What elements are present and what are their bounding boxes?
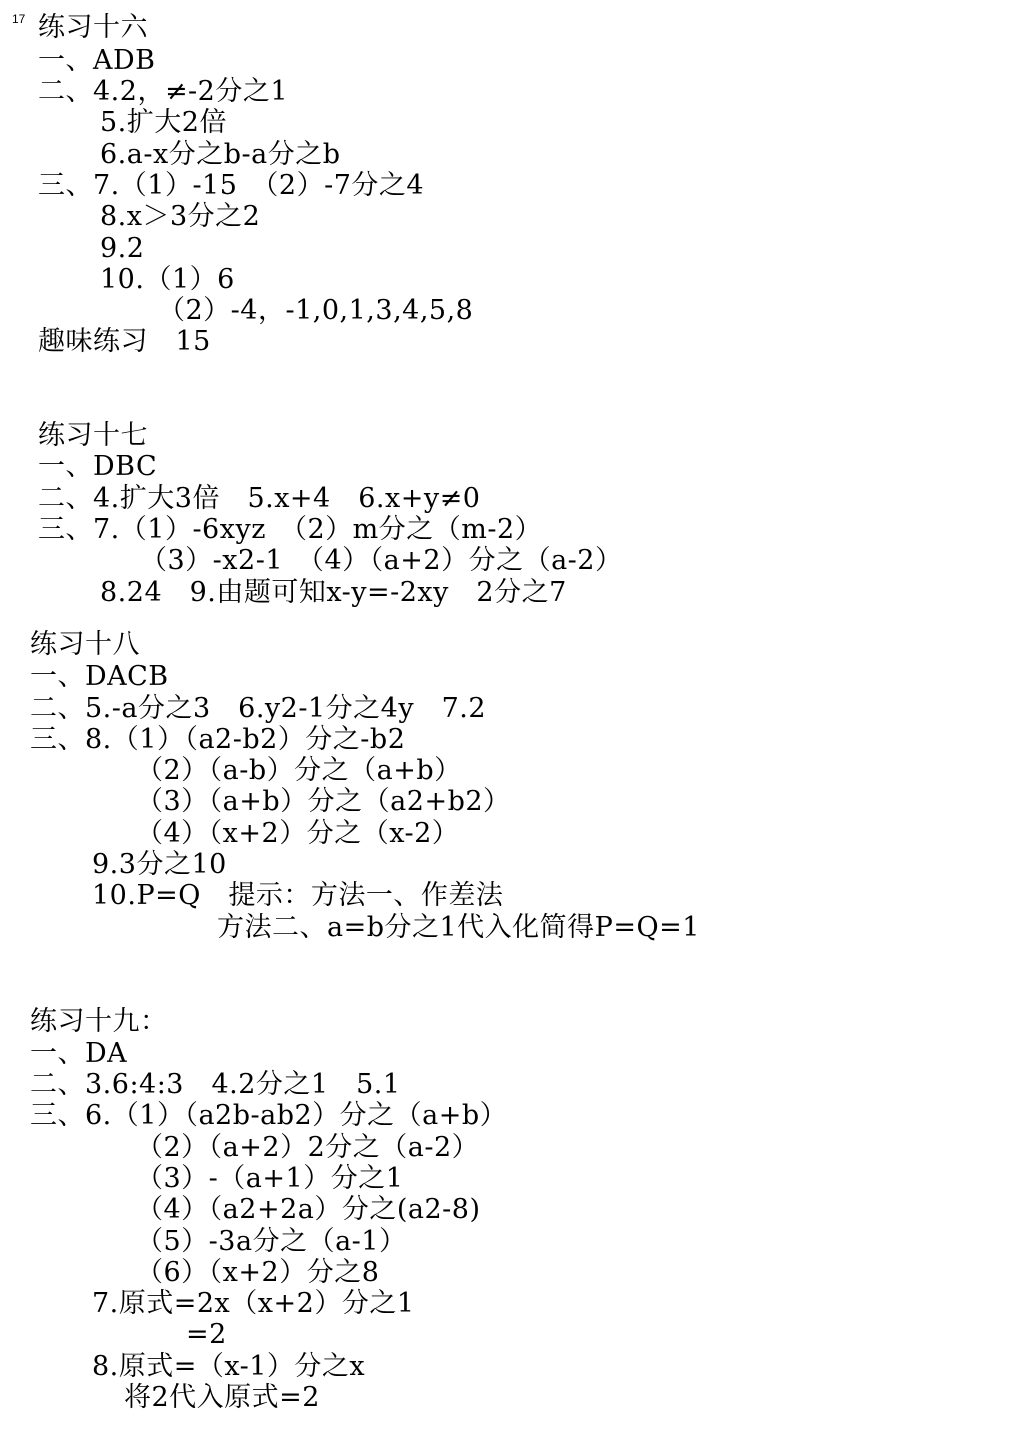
answer-line: （2）（a+2）2分之（a-2） [136,1132,480,1163]
section-title: 练习十六 [38,12,148,43]
answer-line: （3）-（a+1）分之1 [136,1163,404,1194]
answer-line: 8.原式=（x-1）分之x [92,1351,366,1382]
answer-line: （6）（x+2）分之8 [136,1257,380,1288]
answer-line: 8.x＞3分之2 [100,201,261,232]
answer-line: 8.24 9.由题可知x-y=-2xy 2分之7 [100,577,567,608]
answer-line: （3）（a+b）分之（a2+b2） [136,786,511,817]
page-number: 17 [12,12,26,26]
answer-line: 三、8.（1）（a2-b2）分之-b2 [30,724,406,755]
section-title: 练习十九： [30,1006,168,1037]
answer-line: （2）-4，-1,0,1,3,4,5,8 [158,295,474,326]
answer-line: 将2代入原式=2 [124,1382,320,1413]
answer-line: （3）-x2-1 （4）（a+2）分之（a-2） [140,545,623,576]
answer-line: （4）（a2+2a）分之(a2-8) [136,1194,481,1225]
answer-line: 9.3分之10 [92,849,227,880]
answer-line: 二、5.-a分之3 6.y2-1分之4y 7.2 [30,693,487,724]
answer-line: 三、6.（1）（a2b-ab2）分之（a+b） [30,1100,508,1131]
answer-line: （5）-3a分之（a-1） [136,1226,407,1257]
answer-line: 9.2 [100,233,145,264]
answer-line: 一、ADB [38,45,156,76]
answer-line: （2）（a-b）分之（a+b） [136,755,462,786]
answer-line: 6.a-x分之b-a分之b [100,139,341,170]
answer-line: 二、4.扩大3倍 5.x+4 6.x+y≠0 [38,483,481,514]
answer-line: =2 [186,1319,227,1350]
answer-line: 一、DA [30,1038,128,1069]
answer-line: 三、7.（1）-6xyz （2）m分之（m-2） [38,514,543,545]
section-title: 练习十八 [30,629,140,660]
answer-line: （4）（x+2）分之（x-2） [136,818,460,849]
answer-line: 7.原式=2x（x+2）分之1 [92,1288,415,1319]
answer-line: 二、3.6:4:3 4.2分之1 5.1 [30,1069,401,1100]
answer-line: 10.（1）6 [100,264,235,295]
answer-line: 10.P=Q 提示：方法一、作差法 [92,880,504,911]
answer-line: 趣味练习 15 [38,326,211,357]
answer-line: 三、7.（1）-15 （2）-7分之4 [38,170,425,201]
answer-line: 5.扩大2倍 [100,107,227,138]
answer-line: 方法二、a=b分之1代入化简得P=Q=1 [217,912,700,943]
answer-line: 一、DBC [38,451,158,482]
answer-line: 二、4.2，≠-2分之1 [38,76,289,107]
section-title: 练习十七 [38,420,148,451]
answer-line: 一、DACB [30,661,169,692]
